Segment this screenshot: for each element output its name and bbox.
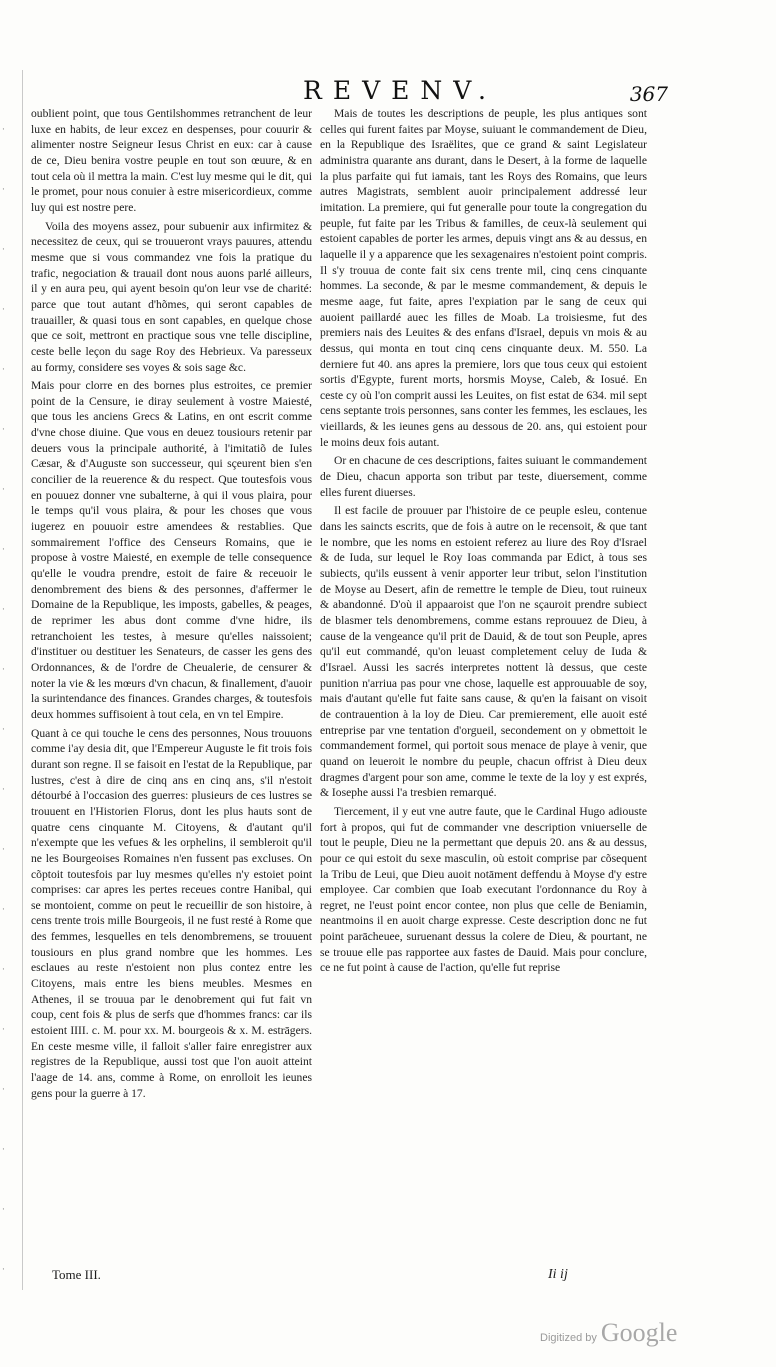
volume-label: Tome III.: [52, 1267, 101, 1282]
page-number: 367: [629, 82, 668, 106]
paragraph: Il est facile de prouuer par l'histoire de ce peuple esleu, contenue dans les saincts escrits, que de fois à autre on le recensoit, & que tant le nombre, que les noms en estoient referez au liure des Roy d'Israel & de Iuda, sur lequel le Roy Ioas commanda par Edict, à tous ses subiects, qu'ils eussent à venir apporter leur tribut, selon l'institution de Moyse au Desert, afin de remettre le temple de Dieu, tout ruineux & abandonné. D'où il appaaroist que l'on ne sçauroit prendre subiect de blasmer tels denombremens, comme estans reprouuez de Dieu, à cause de la vengeance qu'il prit de Dauid, & de tout son Peuple, apres qu'il eut commandé, qu'on leuast completement celuy de Iuda & d'Israel. Aussi les sacrés interpretes nottent là dessus, que ceste punition n'arriua pas pour vne chose, laquelle est approuuable de soy, mais d'autant qu'elle fut faite sans cause, & qu'en la faisant on visoit de contrauention à la loy de Dieu. Car premierement, elle auoit esté entreprise par vne tentation d'orgueil, secondement on y obmettoit le commandement formel, qui portoit sous menace de playe à venir, que quand on leueroit le nombre du peuple, chacun offrist à Dieu deux dragmes d'argent pour son ame, comme le texte de la loy y est exprés, & Iosephe aussi l'a tresbien remarqué.: [320, 504, 647, 800]
watermark-prefix: Digitized by: [540, 1332, 597, 1344]
gutter-ink-marks: · · · · · · · · · · · · · · · · · · · ·: [2, 125, 5, 1275]
paragraph: oublient point, que tous Gentilshommes retranchent de leur luxe en habits, de leur excez en despenses, pour couurir & alimenter nostre Seigneur Iesus Christ en eux: car à cause de ce, Dieu benira vostre peuple en tout son œuure, & en tout cela où il mettra la main. C'est luy mesme qui le dit, qui le promet, pour nous conuier à estre misericordieux, comme luy qui est nostre pere.: [31, 107, 312, 214]
running-head: REVENV.: [303, 76, 497, 105]
signature-mark: Ii ij: [548, 1267, 568, 1282]
paragraph: Quant à ce qui touche le cens des personnes, Nous trouuons comme i'ay desia dit, que l'Empereur Auguste le fit trois fois durant son regne. Il se faisoit en l'estat de la Republique, par lustres, c'est à dire de cinq ans en cinq ans, s'il n'estoit détourbé à l'occasion des guerres: plusieurs de ces lustres se trouuent en l'Historien Florus, dont les plus hauts sont de quatre cens cinquante M. Citoyens, & d'autant qu'il n'exempte que les vefues & les orphelins, il sembleroit qu'il ne les Bourgeoises Romaines n'en fussent pas excluses. On cõptoit toutesfois par luy mesmes qu'elles n'y estoiet point comprises: car apres les pertes receues contre Hanibal, qui se montoient, comme on peut le recueillir de son histoire, à cens trente trois mille Bourgeois, il ne fust resté à Rome que des femmes, lesquelles en tels denombremens, se trouuent tousiours en plus grand nombre que les hommes. Les esclaues au reste n'estoient non plus contez entre les Citoyens, mais entre les biens meubles. Mesmes en Athenes, il se trouua par le denobrement qui fut fait vn coup, cent fois & plus de serfs que d'hommes francs: car ils estoient IIII. c. M. pour xx. M. bourgeois & x. M. estrāgers. En ceste mesme ville, il falloit s'aller faire enregistrer aux registres de la Republique, aussi tost que l'on auoit atteint l'aage de 14. ans, comme à Rome, on enrolloit les ieunes gens pour la guerre à 17.: [31, 726, 312, 1100]
right-column: [320, 106, 647, 1278]
paragraph: Or en chacune de ces descriptions, faites suiuant le commandement de Dieu, chacun apporta son tribut par teste, diuersement, comme elles furent diuerses.: [320, 454, 647, 499]
paragraph: Mais de toutes les descriptions de peuple, les plus antiques sont celles qui furent faites par Moyse, suiuant le commandement de Dieu, en la Republique des Israëlites, que ce grand & saint Legislateur administra quarante ans durant, dans le Desert, à la forme de laquelle la plus parfaite qui fut iamais, tant les Roys des Romains, que leurs autres Magistrats, semblent auoir principalement addressé leur imitation. La premiere, qui fut generalle pour toute la congregation du peuple, fut faite par les Tribus & familles, de ceux-là seulement qui estoient capables de porter les armes, depuis vingt ans & au dessus, en laquelle il y a apparence que les sexagenaires n'estoient point compris. Il s'y trouua de conte fait six cens trente mil, cinq cens cinquante hommes. La seconde, & par le mesme commandement, & depuis le mesme aage, fut faite, apres l'expiation par le sang de ceux qui auoient paillardé auec les filles de Moab. La troisiesme, fut des premiers nais des Leuites & des enfans d'Israel, depuis vn mois & au dessus, qui monta en tout cinq cens cinquante deux. M. 550. La derniere fut 40. ans apres la premiere, lors que tous ceux qui estoient sortis d'Egypte, furent morts, horsmis Moyse, Caleb, & Iosué. En ceste cy où l'on comprit aussi les Leuites, on fist estat de 634. mil sept cens septante trois personnes, sans conter les femmes, les esclaues, les vieillards, & les ieunes gens au dessous de 20. ans, qui estoient pour le moins deux fois autant.: [320, 107, 647, 449]
left-column: [31, 106, 312, 1278]
google-logo: Google: [600, 1318, 678, 1347]
binding-gutter: [22, 70, 23, 1290]
paragraph: Tiercement, il y eut vne autre faute, que le Cardinal Hugo adiouste fort à propos, qui fut de commander vne description vniuerselle de tout le peuple, Dieu ne la permettant que depuis 20. ans & au dessus, pour ce qui estoit du sexe masculin, où estoit comprise par cõsequent la Tribu de Leui, que Dieu auoit notāment deffendu à Moyse d'y estre employee. Car combien que Ioab executant l'ordonnance du Roy à regret, ne l'eust point encor contee, non plus que celle de Beniamin, neantmoins il en auoit charge expresse. Ceste description donc ne fut point parācheuee, suruenant dessus la colere de Dieu, & pourtant, ne se trouue elle pas rapportee aux fastes de Dauid. Mais pour conclure, ce ne fut point à cause de l'action, qu'elle fut reprise: [320, 804, 647, 975]
paragraph: Mais pour clorre en des bornes plus estroites, ce premier point de la Censure, ie diray seulement à vostre Maiesté, que tous les anciens Grecs & Latins, en ont escrit comme d'vne chose diuine. Que vous en deuez tousiours retenir par deuers vous la principale authorité, à l'imitatiõ de Iules Cæsar, & d'Auguste son successeur, qui sçeurent bien s'en concilier de la reuerence & du respect. Que toutesfois vous en pouuez donner vne subalterne, à qui il vous plaira, pour le temps qu'il vous plaira, & pour les choses que vous iugerez en pouuoir estre amendees & restablies. Que sommairement l'office des Censeurs Romains, que ie propose à vostre Maiesté, en exemple de telle consequence qu'elle le voudra prendre, estoit de faire & receuoir le denombrement des biens & des personnes, d'affermer le Domaine de la Republique, les imposts, gabelles, & peages, de reprimer les abus dont comme d'vne hidre, ils retranchoient les testes, à mesure qu'elles naissoient; d'instituer ou destituer les Senateurs, de casser les gens des Ordonnances, & de l'ordre de Cheualerie, de censurer & noter la vie & les mœurs d'vn chacun, & finallement, d'auoir la surintendance des finances. Grandes charges, & toutesfois deux hommes suffisoient à tout cela, en vn tel Empire.: [31, 379, 312, 721]
digitization-watermark: [540, 1318, 740, 1348]
paragraph: Voila des moyens assez, pour subuenir aux infirmitez & necessitez de ceux, qui se trouueront vrays pauures, attendu mesme que si vous commandez vne fois la pratique du trafic, negociation & trauail dont nous auons parlé ailleurs, il y en aura peu, qui ayent besoin qu'on leur vse de charité: parce que tout autant d'hõmes, qui seront capables de trauailler, & quasi tous en sont capables, en quelque chose que ce soit, mettront en practique sous vne telle discipline, ceste belle leçon du sage Roy des Hebrieux. Va paresseux au formy, considere ses voyes & sois sage &c.: [31, 219, 312, 374]
